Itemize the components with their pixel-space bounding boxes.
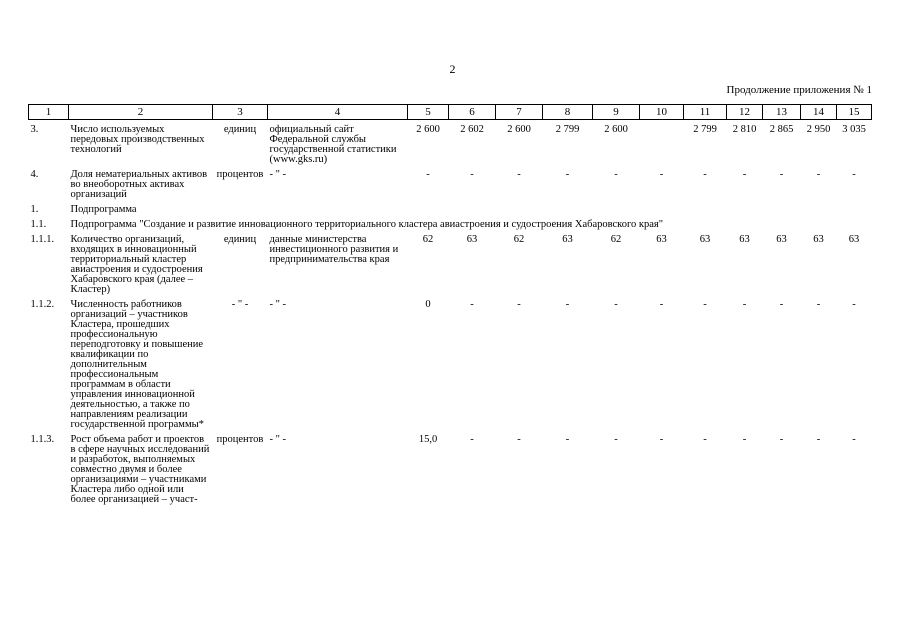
value-cell: - (816, 299, 821, 310)
value-cell: 62 (610, 234, 622, 245)
unit-cell: процентов (216, 169, 264, 180)
value-cell: - (614, 169, 618, 180)
value-cell: 2 600 (507, 124, 531, 135)
header-cell: 11 (684, 105, 727, 120)
header-cell: 14 (801, 105, 837, 120)
header-cell: 2 (69, 105, 213, 120)
value-cell: - (470, 169, 474, 180)
unit-cell: - " - (231, 299, 249, 310)
value-cell: - (517, 434, 521, 445)
table-row (29, 205, 872, 215)
indicator-name: Число используемых передовых производственных технологий (70, 124, 205, 155)
value-cell: 15,0 (418, 434, 438, 445)
value-cell: - (517, 299, 521, 310)
row-number: 4. (30, 169, 39, 180)
row-number: 3. (30, 124, 39, 135)
value-cell: - (659, 169, 664, 180)
value-cell: 2 799 (555, 124, 580, 135)
value-cell: 2 600 (416, 124, 440, 135)
table-row (29, 235, 872, 295)
value-cell: - (852, 169, 856, 180)
value-cell: 2 799 (693, 124, 717, 135)
value-cell: 2 600 (604, 124, 628, 135)
header-cell: 9 (593, 105, 640, 120)
value-cell: 62 (513, 234, 525, 245)
row-number: 1.1.3. (30, 434, 55, 445)
value-cell: 3 035 (842, 124, 866, 135)
value-cell: - (816, 169, 821, 180)
value-cell: 63 (562, 234, 573, 245)
unit-cell: единиц (223, 234, 257, 245)
continuation-label: Продолжение приложения № 1 (726, 84, 872, 96)
indicator-name: Рост объема работ и проектов в сфере научных исследований и разработок, выполняемых совместно двумя и более организациями – участниками Кластера либо одной или более организацией – участ- (70, 434, 210, 505)
value-cell: 63 (776, 234, 787, 245)
value-cell: - (742, 434, 747, 445)
value-cell: - (816, 434, 821, 445)
value-cell: - (565, 434, 570, 445)
table-row (29, 300, 872, 430)
value-cell: - (565, 169, 570, 180)
page-number: 2 (449, 62, 456, 76)
value-cell: - (470, 434, 474, 445)
value-cell: - (614, 299, 618, 310)
source-cell: - " - (269, 299, 287, 310)
value-cell: - (742, 299, 747, 310)
section-title: Подпрограмма "Создание и развитие инновационного территориального кластера авиастроения и судостроения Хабаровского края" (70, 219, 664, 230)
value-cell: - (659, 299, 664, 310)
header-cell: 6 (449, 105, 496, 120)
value-cell: - (565, 299, 570, 310)
value-cell: 0 (425, 299, 431, 310)
table-row (29, 170, 872, 200)
header-cell: 7 (496, 105, 543, 120)
value-cell: - (779, 169, 784, 180)
source-cell: - " - (269, 434, 287, 445)
header-cell: 8 (543, 105, 593, 120)
value-cell: - (703, 169, 707, 180)
value-cell: 63 (699, 234, 711, 245)
value-cell: - (426, 169, 430, 180)
header-cell: 5 (408, 105, 449, 120)
source-cell: - " - (269, 169, 287, 180)
row-number: 1. (30, 204, 39, 215)
row-number: 1.1. (30, 219, 47, 230)
indicators-table (28, 104, 872, 505)
section-title: Подпрограмма (70, 204, 137, 215)
source-cell: официальный сайт Федеральной службы государственной статистики (www.gks.ru) (269, 124, 397, 165)
header-cell: 1 (29, 105, 69, 120)
value-cell: - (470, 299, 474, 310)
value-cell (640, 125, 684, 165)
value-cell: 63 (739, 234, 750, 245)
value-cell: 2 950 (806, 124, 831, 135)
value-cell: 63 (466, 234, 478, 245)
value-cell: - (779, 299, 784, 310)
header-cell: 13 (763, 105, 801, 120)
table-row (29, 435, 872, 505)
value-cell: 2 865 (769, 124, 794, 135)
value-cell: - (703, 299, 707, 310)
value-cell: - (614, 434, 618, 445)
value-cell: - (852, 299, 856, 310)
header-row (29, 105, 872, 120)
unit-cell: процентов (216, 434, 264, 445)
value-cell: 63 (656, 234, 667, 245)
value-cell: - (703, 434, 707, 445)
header-cell: 4 (268, 105, 408, 120)
header-cell: 10 (640, 105, 684, 120)
value-cell: - (659, 434, 664, 445)
value-cell: - (852, 434, 856, 445)
source-cell: данные министерства инвестиционного развития и предпринимательства края (269, 234, 399, 265)
unit-cell: единиц (223, 124, 257, 135)
value-cell: - (742, 169, 747, 180)
indicator-name: Количество организаций, входящих в инновационный территориальный кластер авиастроения и судостроения Хабаровского края (далее – Кластер) (70, 234, 203, 295)
header-cell: 12 (727, 105, 763, 120)
value-cell: - (779, 434, 784, 445)
table-row (29, 125, 872, 165)
value-cell: 2 810 (732, 124, 757, 135)
value-cell: - (517, 169, 521, 180)
row-number: 1.1.1. (30, 234, 55, 245)
value-cell: 63 (848, 234, 860, 245)
value-cell: 2 602 (460, 124, 484, 135)
indicator-name: Численность работников организаций – участников Кластера, прошедших профессиональную переподготовку и повышение квалификации по дополнительным профессиональным программам в области управления инновационной деятельностью, а также по направлениям реализации государственной программы* (70, 299, 204, 430)
row-number: 1.1.2. (30, 299, 55, 310)
header-cell: 3 (213, 105, 268, 120)
table-row (29, 220, 872, 230)
value-cell: 62 (422, 234, 434, 245)
value-cell: 63 (813, 234, 824, 245)
header-cell: 15 (837, 105, 872, 120)
indicator-name: Доля нематериальных активов во внеоборотных активах организаций (70, 169, 208, 200)
